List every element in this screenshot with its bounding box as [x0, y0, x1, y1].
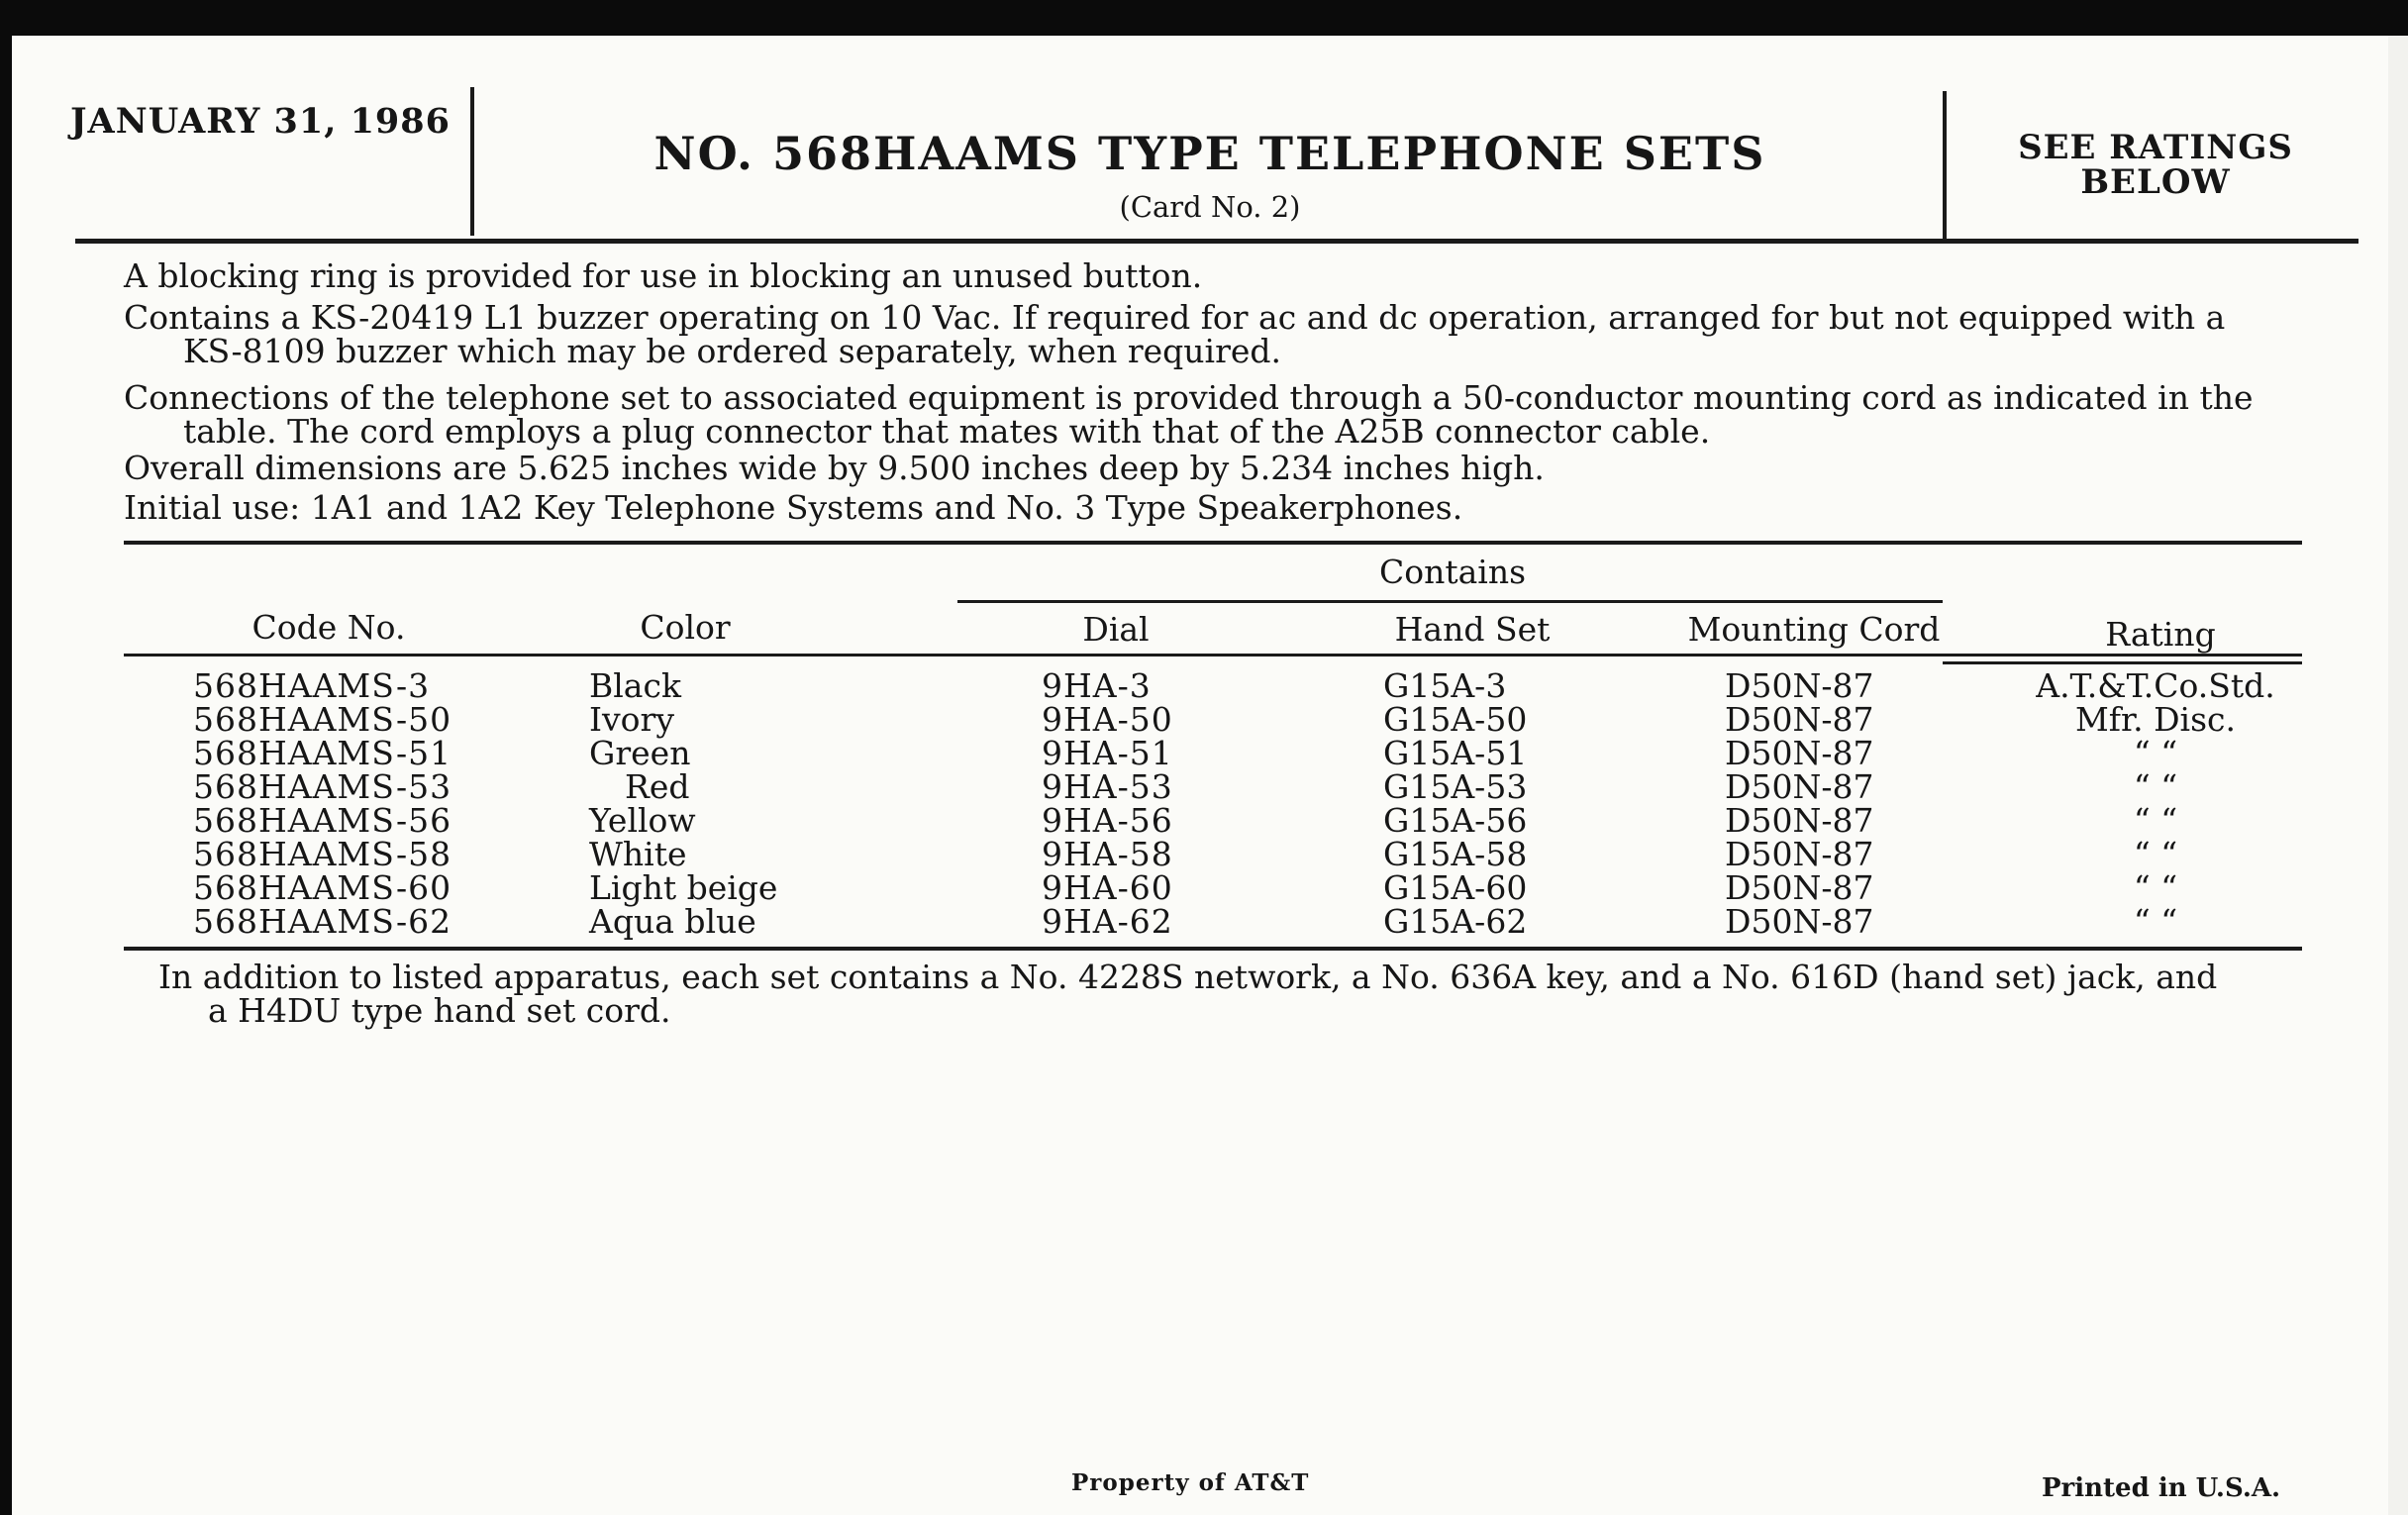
- card-date: JANUARY 31, 1986: [70, 101, 451, 142]
- cell-code: 568HAAMS-62: [193, 902, 452, 941]
- cell-dial: 9HA-60: [1042, 868, 1173, 907]
- cell-dial: 9HA-3: [1042, 666, 1152, 705]
- cell-hand-set: G15A-51: [1383, 734, 1528, 772]
- table-row: [12, 767, 2388, 806]
- cell-rating: “ “: [2133, 767, 2178, 806]
- cell-code: 568HAAMS-58: [193, 835, 452, 873]
- cell-mounting-cord: D50N-87: [1725, 666, 1874, 705]
- cell-dial: 9HA-62: [1042, 902, 1173, 941]
- paragraph-connections: [124, 378, 2302, 451]
- cell-code: 568HAAMS-56: [193, 801, 452, 840]
- table-body: [12, 666, 2388, 941]
- table-header-rule: [124, 654, 2302, 656]
- paragraph-connections-line1: Connections of the telephone set to associated equipment is provided through a 50-conductor mounting cord as indicated in the: [124, 378, 2254, 417]
- header-divider-right: [1943, 91, 1947, 240]
- ratings-note-line1: SEE RATINGS: [2018, 128, 2293, 167]
- ratings-note: [1948, 128, 2363, 202]
- cell-dial: 9HA-58: [1042, 835, 1173, 873]
- cell-mounting-cord: D50N-87: [1725, 700, 1874, 739]
- table-row: [12, 700, 2388, 739]
- cell-dial: 9HA-50: [1042, 700, 1173, 739]
- table-row: [12, 835, 2388, 873]
- table-bottom-rule: [124, 947, 2302, 951]
- cell-code: 568HAAMS-50: [193, 700, 452, 739]
- cell-color: White: [589, 835, 687, 873]
- table-row: [12, 868, 2388, 907]
- header-code-no: Code No.: [251, 608, 406, 647]
- cell-hand-set: G15A-56: [1383, 801, 1528, 840]
- footnote-line2: a H4DU type hand set cord.: [208, 991, 671, 1030]
- table-top-rule: [124, 541, 2302, 545]
- paragraph-buzzer-line1: Contains a KS-20419 L1 buzzer operating on 10 Vac. If required for ac and dc operation, arranged for but not equipped with a: [124, 298, 2226, 337]
- paragraph-connections-line2: table. The cord employs a plug connector that mates with that of the A25B connector cable.: [183, 412, 1711, 451]
- paragraph-initial-use: Initial use: 1A1 and 1A2 Key Telephone Systems and No. 3 Type Speakerphones.: [124, 488, 1463, 527]
- cell-hand-set: G15A-50: [1383, 700, 1528, 739]
- card-edge: [2388, 36, 2408, 1515]
- cell-rating: A.T.&T.Co.Std.: [2036, 666, 2275, 705]
- cell-dial: 9HA-51: [1042, 734, 1173, 772]
- footnote-line1: In addition to listed apparatus, each set contains a No. 4228S network, a No. 636A key, and a No. 616D (hand set) jack, and: [158, 958, 2218, 996]
- cell-code: 568HAAMS-51: [193, 734, 452, 772]
- cell-rating: “ “: [2133, 902, 2178, 941]
- cell-mounting-cord: D50N-87: [1725, 801, 1874, 840]
- paragraph-buzzer-line2: KS-8109 buzzer which may be ordered separately, when required.: [183, 332, 1281, 370]
- cell-rating: Mfr. Disc.: [2074, 700, 2237, 739]
- cell-rating: “ “: [2133, 868, 2178, 907]
- footnote: [158, 960, 2302, 1028]
- card-subtitle: (Card No. 2): [1119, 190, 1301, 224]
- cell-hand-set: G15A-60: [1383, 868, 1528, 907]
- cell-color: Aqua blue: [589, 902, 756, 941]
- cell-rating: “ “: [2133, 734, 2178, 772]
- header-contains: Contains: [1378, 553, 1527, 591]
- header-rule: [75, 239, 2358, 244]
- cell-mounting-cord: D50N-87: [1725, 868, 1874, 907]
- contains-rule: [957, 600, 1943, 603]
- cell-color: Green: [589, 734, 691, 772]
- ratings-note-line2: BELOW: [2080, 162, 2231, 202]
- header-color: Color: [640, 608, 731, 647]
- cell-color: Ivory: [589, 700, 674, 739]
- cell-rating: “ “: [2133, 835, 2178, 873]
- header-hand-set: Hand Set: [1394, 610, 1551, 649]
- cell-dial: 9HA-56: [1042, 801, 1173, 840]
- property-notice: Property of AT&T: [1071, 1469, 1310, 1496]
- header-mounting-cord: Mounting Cord: [1687, 610, 1941, 649]
- reference-card: [12, 36, 2388, 1515]
- table-row: [12, 666, 2388, 705]
- table-row: [12, 902, 2388, 941]
- cell-mounting-cord: D50N-87: [1725, 734, 1874, 772]
- header-rating: Rating: [2105, 615, 2216, 654]
- cell-code: 568HAAMS-60: [193, 868, 452, 907]
- cell-mounting-cord: D50N-87: [1725, 767, 1874, 806]
- cell-color: Red: [625, 767, 690, 806]
- card-title: NO. 568HAAMS TYPE TELEPHONE SETS: [653, 127, 1766, 180]
- cell-dial: 9HA-53: [1042, 767, 1173, 806]
- table-row: [12, 801, 2388, 840]
- cell-mounting-cord: D50N-87: [1725, 902, 1874, 941]
- cell-color: Yellow: [589, 801, 696, 840]
- printed-notice: Printed in U.S.A.: [2042, 1473, 2281, 1503]
- cell-code: 568HAAMS-53: [193, 767, 452, 806]
- header-dial: Dial: [1082, 610, 1150, 649]
- paragraph-buzzer: [124, 298, 2302, 370]
- paragraph-blocking-ring: A blocking ring is provided for use in blocking an unused button.: [124, 256, 1203, 295]
- header-divider-left: [470, 87, 474, 236]
- cell-hand-set: G15A-3: [1383, 666, 1507, 705]
- cell-color: Light beige: [589, 868, 778, 907]
- cell-mounting-cord: D50N-87: [1725, 835, 1874, 873]
- rating-header-rule: [1943, 661, 2302, 664]
- cell-hand-set: G15A-53: [1383, 767, 1528, 806]
- cell-hand-set: G15A-62: [1383, 902, 1528, 941]
- table-row: [12, 734, 2388, 772]
- paragraph-dimensions: Overall dimensions are 5.625 inches wide by 9.500 inches deep by 5.234 inches high.: [124, 449, 1545, 487]
- cell-rating: “ “: [2133, 801, 2178, 840]
- cell-color: Black: [589, 666, 681, 705]
- cell-hand-set: G15A-58: [1383, 835, 1528, 873]
- cell-code: 568HAAMS-3: [193, 666, 431, 705]
